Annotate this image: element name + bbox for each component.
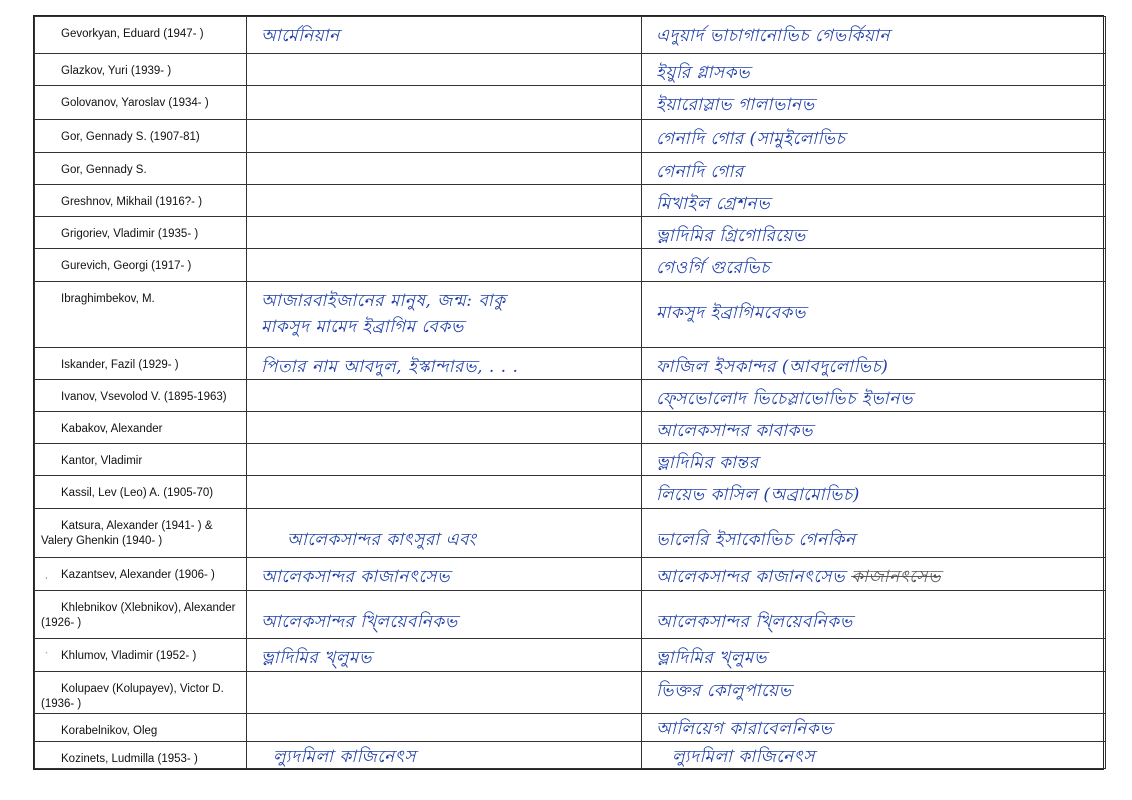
note-cell (247, 379, 642, 411)
english-name: Kozinets, Ludmilla (1953- ) (61, 752, 198, 765)
note-cell (247, 713, 642, 741)
table-row (35, 86, 1106, 119)
handwritten-bengali-name: আলিয়েগ কারাবেলনিকভ (656, 718, 833, 739)
bengali-name-cell (642, 347, 1106, 379)
handwritten-bengali-name: ভ্লাদিমির কান্তর (656, 453, 759, 474)
bengali-name-cell (642, 282, 1106, 347)
struck-out-text: কাজানৎসেভ (851, 566, 942, 587)
handwritten-note: আর্মেনিয়ান (261, 26, 340, 46)
note-cell (247, 249, 642, 282)
note-cell (247, 590, 642, 638)
note-cell (247, 17, 642, 54)
english-name: Kolupaev (Kolupayev), Victor D. (61, 683, 224, 696)
english-name-cell (35, 17, 247, 54)
pen-mark: ` (45, 651, 48, 662)
bengali-name-cell (642, 713, 1106, 741)
note-cell (247, 347, 642, 379)
english-name-cell (35, 217, 247, 249)
english-name-cell (35, 347, 247, 379)
english-name-cell (35, 119, 247, 152)
table-row (35, 444, 1106, 476)
english-name: Gurevich, Georgi (1917- ) (61, 260, 192, 273)
english-name: Khlumov, Vladimir (1952- ) (61, 650, 197, 663)
english-name-line-2: (1936- ) (41, 698, 82, 711)
note-cell (247, 741, 642, 768)
handwritten-bengali-name: ইয়ারোস্লাভ গালাভানভ (656, 95, 815, 116)
english-name-cell (35, 639, 247, 672)
document-sheet (33, 15, 1104, 770)
bengali-name-cell (642, 476, 1106, 509)
handwritten-bengali-name: গেওর্গি গুরেভিচ (656, 258, 770, 279)
table-row (35, 741, 1106, 768)
english-name: Kazantsev, Alexander (1906- ) (61, 568, 215, 581)
english-name: Kantor, Vladimir (61, 455, 143, 468)
note-cell (247, 509, 642, 557)
english-name: Greshnov, Mikhail (1916?- ) (61, 195, 203, 208)
bengali-name-cell (642, 557, 1106, 590)
table-row (35, 639, 1106, 672)
english-name-cell (35, 713, 247, 741)
handwritten-bengali-name: আলেকসান্দর কাবাকভ (656, 420, 814, 441)
table-row (35, 411, 1106, 443)
handwritten-bengali-name: ভালেরি ইসাকোভিচ গেনকিন (656, 530, 856, 551)
bengali-name-cell (642, 639, 1106, 672)
table-row (35, 119, 1106, 152)
english-name-line-2: Valery Ghenkin (1940- ) (41, 535, 163, 548)
bengali-name-cell (642, 444, 1106, 476)
bengali-name-cell (642, 217, 1106, 249)
bengali-name-cell (642, 184, 1106, 216)
table-row (35, 217, 1106, 249)
english-name-cell (35, 249, 247, 282)
bengali-name-cell (642, 379, 1106, 411)
english-name: Gevorkyan, Eduard (1947- ) (61, 28, 204, 40)
table-row (35, 713, 1106, 741)
english-name-cell (35, 741, 247, 768)
handwritten-bengali-name: ভিক্তর কোলুপায়েভ (656, 681, 792, 702)
note-cell (247, 639, 642, 672)
table-row (35, 249, 1106, 282)
handwritten-note: ভ্লাদিমির খ্লুমভ (261, 648, 373, 669)
note-cell (247, 217, 642, 249)
handwritten-bengali-name: মিখাইল গ্রেশনভ (656, 193, 771, 214)
note-cell (247, 444, 642, 476)
handwritten-bengali-name: গেনাদি গোর (656, 161, 744, 182)
table-row (35, 557, 1106, 590)
bengali-name-cell (642, 741, 1106, 768)
english-name: Golovanov, Yaroslav (1934- ) (61, 97, 209, 110)
handwritten-bengali-name: ভ্লাদিমির গ্রিগোরিয়েভ (656, 226, 806, 246)
handwritten-note: আলেকসান্দর খ্লিয়েবনিকভ (261, 611, 458, 632)
table-row (35, 152, 1106, 184)
handwritten-bengali-name: এদুয়ার্দ ভাচাগানোভিচ গেভর্কিয়ান (656, 26, 890, 46)
note-cell (247, 152, 642, 184)
bengali-name-cell (642, 86, 1106, 119)
english-name: Glazkov, Yuri (1939- ) (61, 65, 172, 78)
handwritten-bengali-name: ভ্লাদিমির খ্লুমভ (656, 648, 768, 669)
english-name-cell (35, 411, 247, 443)
english-name-cell (35, 152, 247, 184)
bengali-name-cell (642, 119, 1106, 152)
bengali-name-cell (642, 509, 1106, 557)
table-row (35, 590, 1106, 638)
bengali-name-cell (642, 54, 1106, 86)
handwritten-bengali-name: ল্যুদমিলা কাজিনেৎস (672, 746, 816, 767)
handwritten-bengali-name: ইয়ুরি গ্লাসকভ (656, 63, 751, 84)
english-name: Khlebnikov (Xlebnikov), Alexander (61, 601, 236, 614)
handwritten-bengali-name: ফ্সেভোলোদ ভিচেস্লাভোভিচ ইভানভ (656, 388, 914, 409)
table-row (35, 379, 1106, 411)
handwritten-note: আলেকসান্দর কাজানৎসেভ (261, 566, 451, 587)
english-name-cell (35, 557, 247, 590)
note-cell (247, 557, 642, 590)
english-name-cell (35, 54, 247, 86)
handwritten-bengali-name: লিয়েভ কাসিল (অব্রামোভিচ) (656, 485, 860, 506)
english-name: Ivanov, Vsevolod V. (1895-1963) (61, 390, 227, 403)
handwritten-note: পিতার নাম আবদুল, ইস্কান্দারভ, . . . (261, 356, 519, 377)
english-name: Gor, Gennady S. (61, 163, 147, 176)
table-row (35, 17, 1106, 54)
table-row (35, 672, 1106, 713)
english-name-cell (35, 590, 247, 638)
bengali-name-cell (642, 411, 1106, 443)
english-name-cell (35, 379, 247, 411)
handwritten-bengali-name: গেনাদি গোর (সামুইলোভিচ (656, 128, 846, 149)
note-cell (247, 282, 642, 347)
note-cell (247, 184, 642, 216)
pen-mark: , (45, 569, 48, 580)
english-name: Korabelnikov, Oleg (61, 724, 158, 737)
english-name-line-2: (1926- ) (41, 616, 82, 629)
english-name: Gor, Gennady S. (1907-81) (61, 130, 200, 143)
note-cell (247, 86, 642, 119)
table-row (35, 282, 1106, 347)
handwritten-bengali-name: আলেকসান্দর খ্লিয়েবনিকভ (656, 611, 853, 632)
handwritten-bengali-name: ফাজিল ইসকান্দর (আবদুলোভিচ) (656, 356, 889, 377)
english-name-cell (35, 476, 247, 509)
handwritten-note: আলেকসান্দর কাৎসুরা এবং (287, 530, 477, 551)
table-row (35, 509, 1106, 557)
handwritten-note-line-2: মাকসুদ মামেদ ইব্রাগিম বেকভ (261, 317, 464, 338)
table-row (35, 54, 1106, 86)
english-name-cell (35, 86, 247, 119)
bengali-name-cell (642, 249, 1106, 282)
english-name-cell (35, 672, 247, 713)
bengali-name-cell (642, 17, 1106, 54)
english-name-cell (35, 184, 247, 216)
english-name: Kassil, Lev (Leo) A. (1905-70) (61, 487, 214, 500)
english-name: Katsura, Alexander (1941- ) & (61, 520, 213, 533)
english-name: Grigoriev, Vladimir (1935- ) (61, 228, 199, 240)
note-cell (247, 476, 642, 509)
table-row (35, 476, 1106, 509)
note-cell (247, 54, 642, 86)
note-cell (247, 672, 642, 713)
handwritten-note: ল্যুদমিলা কাজিনেৎস (273, 746, 417, 767)
english-name: Ibraghimbekov, M. (61, 293, 155, 306)
handwritten-note: আজারবাইজানের মানুষ, জন্ম: বাকু (261, 291, 506, 312)
bengali-name-cell (642, 590, 1106, 638)
english-name: Kabakov, Alexander (61, 422, 163, 435)
bengali-name-cell (642, 672, 1106, 713)
bengali-name-cell (642, 152, 1106, 184)
name-table (34, 16, 1106, 769)
english-name-cell (35, 444, 247, 476)
handwritten-bengali-name: মাকসুদ ইব্রাগিমবেকভ (656, 303, 806, 324)
english-name-cell (35, 282, 247, 347)
note-cell (247, 119, 642, 152)
english-name-cell (35, 509, 247, 557)
note-cell (247, 411, 642, 443)
table-row (35, 347, 1106, 379)
table-row (35, 184, 1106, 216)
handwritten-bengali-name-with-correction: আলেকসান্দর কাজানৎসেভ কাজানৎসেভ (656, 566, 942, 587)
english-name: Iskander, Fazil (1929- ) (61, 358, 179, 371)
